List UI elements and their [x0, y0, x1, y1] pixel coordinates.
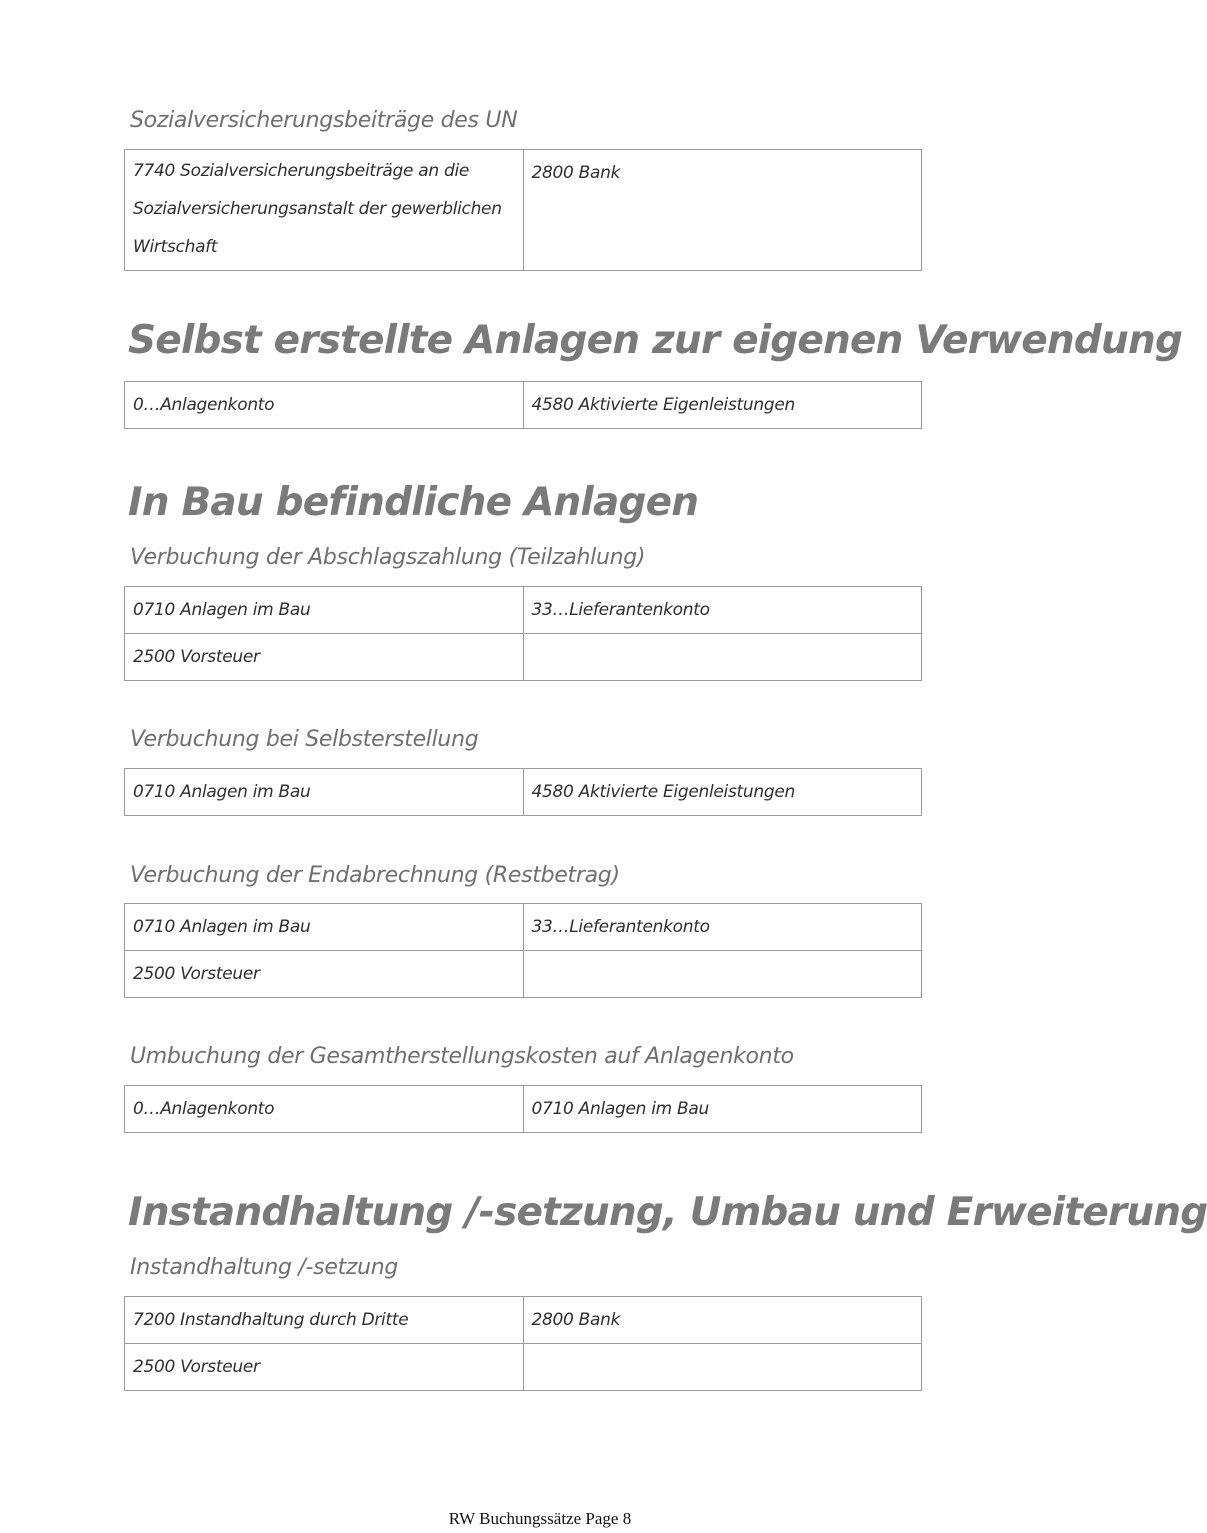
debit-cell: 0710 Anlagen im Bau	[125, 769, 524, 816]
abschlag-subtitle: Verbuchung der Abschlagszahlung (Teilzahlung)	[130, 545, 646, 570]
table-row	[125, 904, 922, 951]
debit-cell: 0710 Anlagen im Bau	[125, 587, 524, 634]
table-row	[125, 634, 922, 681]
heading-instandhaltung: Instandhaltung /-setzung, Umbau und Erweiterung	[128, 1190, 1207, 1235]
table-row	[125, 769, 922, 816]
table-row	[125, 382, 922, 429]
debit-line: Wirtschaft	[133, 237, 218, 257]
credit-cell	[523, 951, 922, 998]
heading-in-bau-befindliche-anlagen: In Bau befindliche Anlagen	[128, 480, 699, 525]
credit-cell: 4580 Aktivierte Eigenleistungen	[523, 769, 922, 816]
debit-cell: 2500 Vorsteuer	[125, 634, 524, 681]
credit-cell: 33…Lieferantenkonto	[523, 904, 922, 951]
debit-line: 7740 Sozialversicherungsbeiträge an die	[133, 161, 470, 181]
table-row	[125, 587, 922, 634]
debit-line: Sozialversicherungsanstalt der gewerblichen	[133, 199, 502, 219]
debit-cell: 7200 Instandhaltung durch Dritte	[125, 1297, 524, 1344]
abschlag-entry-table	[124, 586, 922, 681]
table-row	[125, 1297, 922, 1344]
debit-cell: 2500 Vorsteuer	[125, 1344, 524, 1391]
instandhaltung-entry-table	[124, 1296, 922, 1391]
debit-cell: 2500 Vorsteuer	[125, 951, 524, 998]
sv-entry-table	[124, 149, 922, 271]
endabrechnung-entry-table	[124, 903, 922, 998]
credit-cell: 33…Lieferantenkonto	[523, 587, 922, 634]
table-row	[125, 1086, 922, 1133]
instandhaltung-subtitle: Instandhaltung /-setzung	[130, 1255, 399, 1280]
selbsterstellung-subtitle: Verbuchung bei Selbsterstellung	[130, 727, 479, 752]
endabrechnung-subtitle: Verbuchung der Endabrechnung (Restbetrag)	[130, 863, 620, 888]
credit-cell: 4580 Aktivierte Eigenleistungen	[523, 382, 922, 429]
debit-cell: 0710 Anlagen im Bau	[125, 904, 524, 951]
selbst-entry-table	[124, 381, 922, 429]
credit-cell	[523, 634, 922, 681]
debit-cell: 0…Anlagenkonto	[125, 1086, 524, 1133]
table-row	[125, 1344, 922, 1391]
debit-cell: 0…Anlagenkonto	[125, 382, 524, 429]
umbuchung-entry-table	[124, 1085, 922, 1133]
credit-cell: 2800 Bank	[523, 1297, 922, 1344]
credit-cell: 0710 Anlagen im Bau	[523, 1086, 922, 1133]
heading-selbst-erstellte-anlagen: Selbst erstellte Anlagen zur eigenen Verwendung	[128, 318, 1183, 363]
page-footer: RW Buchungssätze Page 8	[448, 1509, 632, 1528]
credit-cell	[523, 1344, 922, 1391]
umbuchung-subtitle: Umbuchung der Gesamtherstellungskosten auf Anlagenkonto	[130, 1044, 794, 1069]
credit-cell: 2800 Bank	[523, 150, 922, 271]
table-row	[125, 951, 922, 998]
sv-subtitle: Sozialversicherungsbeiträge des UN	[130, 108, 518, 133]
selbsterstellung-entry-table	[124, 768, 922, 816]
table-row	[125, 150, 922, 271]
debit-cell	[125, 150, 524, 271]
